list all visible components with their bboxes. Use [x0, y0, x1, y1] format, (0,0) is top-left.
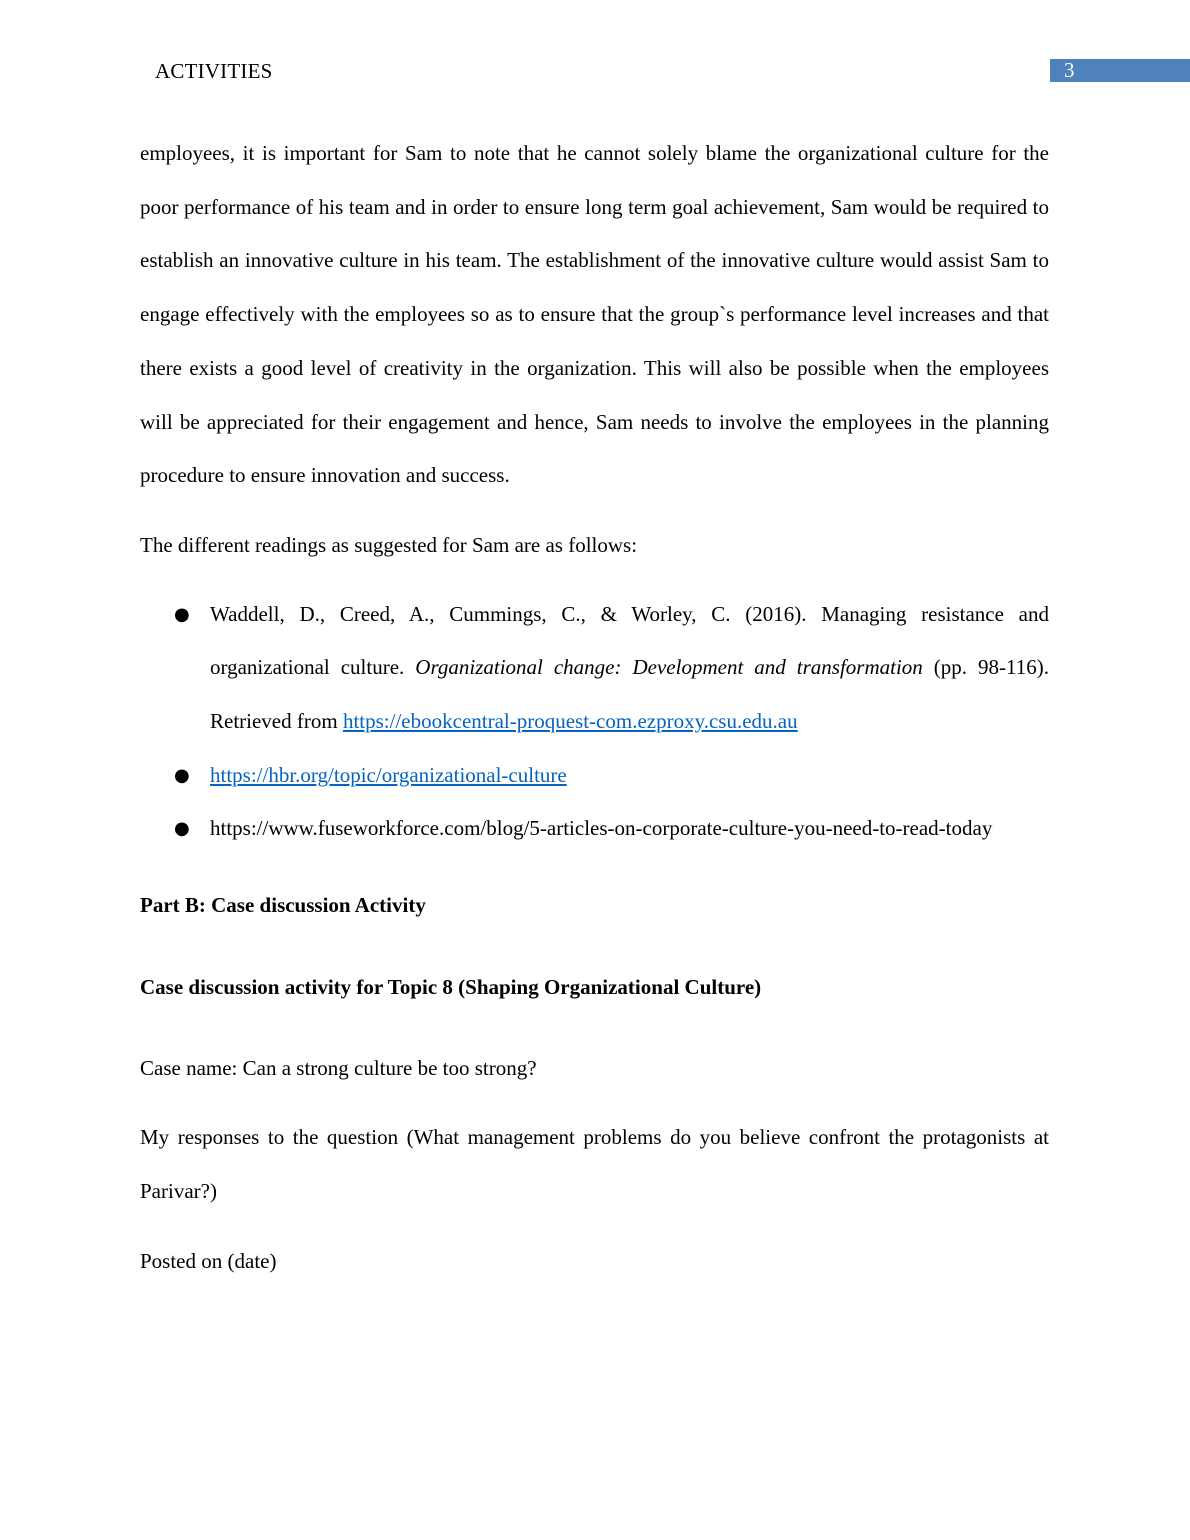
page-number: 3 — [1064, 58, 1075, 82]
reading-book-title: Organizational change: Development and transformation — [415, 655, 923, 680]
document-body — [140, 127, 1049, 1288]
reading-item-fuseworkforce — [140, 802, 1049, 856]
readings-list — [140, 588, 1049, 857]
case-activity-heading: Case discussion activity for Topic 8 (Shaping Organizational Culture) — [140, 974, 762, 999]
reading-citation-prefix: Waddell, D., Creed, A., Cummings, C., & Worley, C. (2016). Managing resistance and organizational culture. — [210, 601, 1049, 680]
body-paragraph: employees, it is important for Sam to note that he cannot solely blame the organizational culture for the poor performance of his team and in order to ensure long term goal achievement, Sam would be required to establish an innovative culture in his team. The establishment of the innovative culture would assist Sam to engage effectively with the employees so as to ensure that the group`s performance level increases and that there exists a good level of creativity in the organization. This will also be possible when the employees will be appreciated for their engagement and hence, Sam needs to involve the employees in the planning procedure to ensure innovation and success. — [140, 141, 1049, 488]
posted-on-date: Posted on (date) — [140, 1248, 277, 1273]
page-number-badge — [1050, 59, 1190, 82]
case-name: Case name: Can a strong culture be too strong? — [140, 1055, 537, 1080]
reading-item-waddell — [140, 588, 1049, 749]
bullet-icon: ● — [174, 818, 190, 840]
fuseworkforce-url-text: https://www.fuseworkforce.com/blog/5-articles-on-corporate-culture-you-need-to-read-today — [210, 816, 993, 841]
reading-citation-suffix: (pp. 98-116). Retrieved from — [210, 655, 1049, 734]
running-header-title: ACTIVITIES — [155, 59, 273, 83]
hbr-link[interactable]: https://hbr.org/topic/organizational-culture — [210, 762, 567, 787]
ebookcentral-link[interactable]: https://ebookcentral-proquest-com.ezproxy.csu.edu.au — [342, 709, 798, 734]
part-b-heading: Part B: Case discussion Activity — [140, 893, 426, 918]
responses-question: My responses to the question (What management problems do you believe confront the protagonists at Parivar?) — [140, 1125, 1049, 1203]
reading-item-hbr — [140, 749, 1049, 803]
readings-intro: The different readings as suggested for Sam are as follows: — [140, 532, 638, 557]
bullet-icon: ● — [174, 603, 190, 625]
bullet-icon: ● — [174, 764, 190, 786]
